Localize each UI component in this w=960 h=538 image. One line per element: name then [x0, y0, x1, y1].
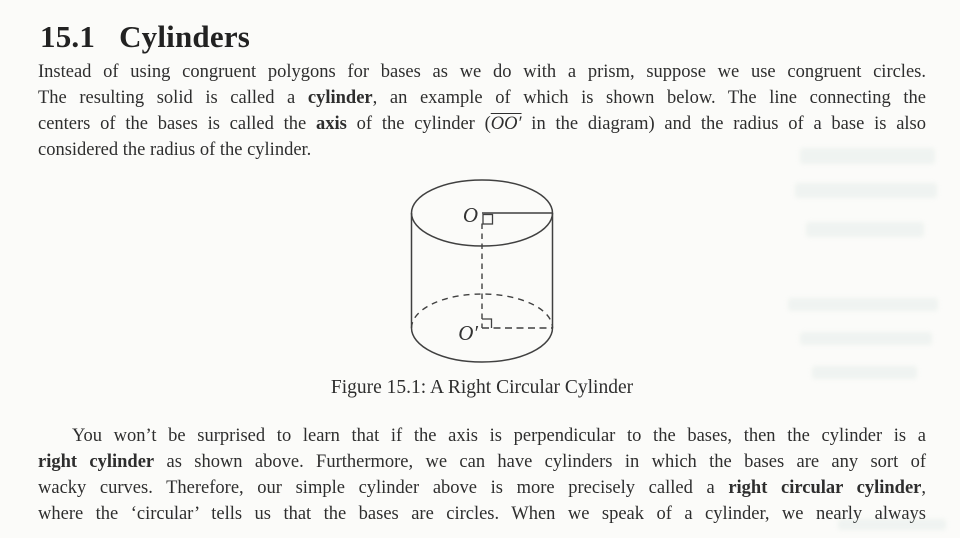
cylinder-diagram	[395, 168, 575, 368]
bold-term-cylinder: cylinder	[307, 88, 373, 108]
bleedthrough-mark	[812, 366, 917, 379]
bleedthrough-mark	[795, 183, 937, 198]
paragraph-1: Instead of using congruent polygons for bases as we do with a prism, suppose we use congruent circles. The resulting solid is called a cylinder, an example of which is shown below. The line connecting the centers of the bases is called the axis of the cylinder (OO′ in the diagram) and the radius of a base is also	[38, 62, 926, 134]
paragraph-2-line-4: where the ‘circular’ tells us that the bases are circles. When we speak of a cylinder, we nearly always	[38, 504, 926, 524]
bold-term-right-cylinder: right cylinder	[38, 452, 155, 472]
bleedthrough-mark	[806, 222, 924, 237]
figure-caption: Figure 15.1: A Right Circular Cylinder	[330, 377, 634, 398]
paragraph-2: You won’t be surprised to learn that if the axis is perpendicular to the bases, then the cylinder is a right cylinder as shown above. Furthermore, we can have cylinders in which the bases are any sort of wacky curves. Therefore, our simple cylinder above is more precisely called a right circular cylinder, where the ‘circular’ tells us that the bases are circles. When we speak of a cylinder, we nearly always	[38, 426, 926, 524]
bottom-right-angle-mark	[482, 319, 492, 328]
bold-term-right-circular-cylinder: right circular cylinder	[728, 478, 922, 498]
center-label-O-prime: O′	[458, 321, 478, 345]
bleedthrough-mark	[800, 332, 932, 345]
segment-notation-OO: OO′	[490, 114, 522, 134]
cylinder-bottom-base-front	[412, 328, 553, 362]
center-label-O: O	[462, 203, 478, 227]
top-right-angle-mark	[483, 215, 493, 225]
section-title: Cylinders	[119, 18, 251, 54]
cylinder-bottom-base-back	[412, 294, 553, 328]
section-number: 15.1	[40, 18, 96, 54]
section-heading	[40, 19, 250, 55]
paragraph-2-line-3: wacky curves. Therefore, our simple cylinder above is more precisely called a	[38, 478, 729, 498]
bleedthrough-mark	[800, 148, 935, 164]
bold-term-axis: axis	[316, 114, 347, 134]
paragraph-2-line-1: You won’t be surprised to learn that if the axis is perpendicular to the bases, then the cylinder is a	[72, 426, 926, 446]
paragraph-1-line-1: Instead of using congruent polygons for bases as we do with a prism, suppose we use congruent circles.	[38, 62, 926, 82]
bleedthrough-mark	[788, 298, 938, 311]
paragraph-1-line-3: centers of the bases is called the	[38, 114, 317, 134]
paragraph-1-last-line: considered the radius of the cylinder.	[38, 140, 312, 160]
paragraph-1-line-2: The resulting solid is called a	[38, 88, 308, 108]
bleedthrough-mark	[838, 519, 946, 530]
